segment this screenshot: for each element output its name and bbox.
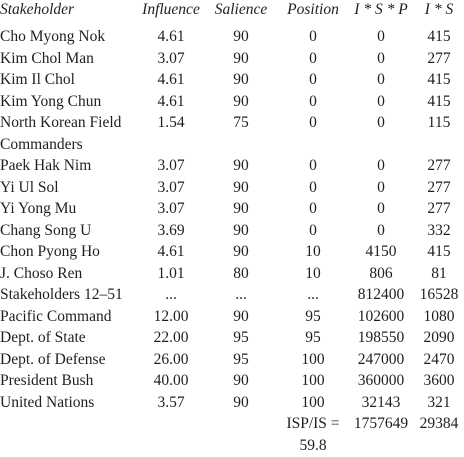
influence-cell: 3.57 bbox=[157, 393, 185, 411]
is-cell: 81 bbox=[431, 264, 447, 282]
salience-cell: 95 bbox=[233, 350, 249, 368]
stakeholder-cell: Stakeholders 12–51 bbox=[0, 286, 123, 303]
stakeholder-cell: Kim Il Chol bbox=[0, 71, 75, 88]
influence-cell: 3.69 bbox=[157, 221, 185, 239]
position-cell: 0 bbox=[309, 49, 317, 67]
position-cell: 100 bbox=[301, 350, 325, 368]
header-isp: I * S * P bbox=[354, 1, 408, 18]
position-cell: 95 bbox=[305, 329, 321, 346]
stakeholder-cell: Yi Yong Mu bbox=[0, 200, 77, 217]
stakeholder-cell: Kim Yong Chun bbox=[0, 92, 102, 110]
influence-cell: 22.00 bbox=[153, 329, 189, 346]
isp-cell: 0 bbox=[377, 92, 385, 110]
isp-cell: 4150 bbox=[365, 243, 397, 260]
position-cell: 0 bbox=[309, 178, 317, 196]
stakeholder-cell: Chon Pyong Ho bbox=[0, 243, 100, 260]
salience-cell: 90 bbox=[233, 372, 249, 389]
is-cell: 277 bbox=[427, 49, 451, 67]
salience-cell: 80 bbox=[233, 264, 249, 282]
table-row bbox=[0, 241, 464, 263]
salience-cell: 90 bbox=[233, 28, 249, 45]
table-row bbox=[0, 177, 464, 199]
table-row bbox=[0, 69, 464, 91]
isp-cell: 102600 bbox=[357, 307, 405, 325]
is-cell: 415 bbox=[427, 243, 451, 260]
table-row bbox=[0, 220, 464, 242]
influence-cell: 26.00 bbox=[153, 350, 189, 368]
stakeholder-cell: Commanders bbox=[0, 135, 83, 153]
table-row bbox=[0, 134, 464, 156]
is-cell: 277 bbox=[427, 157, 451, 174]
is-cell: 2090 bbox=[423, 329, 455, 346]
stakeholder-cell: President Bush bbox=[0, 372, 94, 389]
position-cell: 0 bbox=[309, 71, 317, 88]
influence-cell: 4.61 bbox=[157, 28, 185, 45]
is-cell: 321 bbox=[427, 393, 451, 411]
influence-cell: 4.61 bbox=[157, 71, 185, 88]
influence-cell: ... bbox=[165, 286, 177, 303]
isp-cell: 32143 bbox=[361, 393, 401, 411]
isp-cell: 806 bbox=[369, 264, 393, 282]
position-cell: 100 bbox=[301, 393, 325, 411]
table-row bbox=[0, 306, 464, 328]
isp-cell: 0 bbox=[377, 28, 385, 45]
salience-cell: 90 bbox=[233, 393, 249, 411]
table-row bbox=[0, 26, 464, 48]
salience-cell: 90 bbox=[233, 200, 249, 217]
salience-cell: 90 bbox=[233, 307, 249, 325]
table-row bbox=[0, 263, 464, 285]
influence-cell: 1.54 bbox=[157, 114, 185, 131]
is-cell: 332 bbox=[427, 221, 451, 239]
influence-cell: 4.61 bbox=[157, 92, 185, 110]
stakeholder-cell: J. Choso Ren bbox=[0, 264, 83, 282]
table-row bbox=[0, 284, 464, 306]
influence-cell: 1.01 bbox=[157, 264, 185, 282]
influence-cell: 3.07 bbox=[157, 49, 185, 67]
table-row bbox=[0, 349, 464, 371]
table-row bbox=[0, 198, 464, 220]
header-influence: Influence bbox=[142, 1, 200, 18]
position-cell: 0 bbox=[309, 92, 317, 110]
salience-cell: ... bbox=[235, 286, 247, 303]
stakeholder-cell: North Korean Field bbox=[0, 114, 122, 131]
stakeholder-cell: Dept. of State bbox=[0, 329, 86, 346]
isp-cell: 0 bbox=[377, 200, 385, 217]
isp-cell: 0 bbox=[377, 71, 385, 88]
position-cell: 0 bbox=[309, 114, 317, 131]
isp-cell: 0 bbox=[377, 49, 385, 67]
isp-cell: 812400 bbox=[357, 286, 405, 303]
salience-cell: 90 bbox=[233, 71, 249, 88]
is-cell: 1080 bbox=[423, 307, 455, 325]
position-cell: 0 bbox=[309, 200, 317, 217]
table-header bbox=[0, 0, 464, 21]
isp-cell: 247000 bbox=[357, 350, 405, 368]
influence-cell: 3.07 bbox=[157, 178, 185, 196]
table-row bbox=[0, 91, 464, 113]
stakeholder-cell: United Nations bbox=[0, 393, 95, 411]
table-row bbox=[0, 370, 464, 392]
influence-cell: 3.07 bbox=[157, 200, 185, 217]
is-cell: 115 bbox=[427, 114, 451, 131]
position-cell: ISP/IS = bbox=[286, 415, 340, 432]
table-row bbox=[0, 112, 464, 134]
is-cell: 415 bbox=[427, 28, 451, 45]
table-row bbox=[0, 392, 464, 414]
table-row bbox=[0, 155, 464, 177]
isp-cell: 0 bbox=[377, 157, 385, 174]
salience-cell: 90 bbox=[233, 178, 249, 196]
position-cell: 0 bbox=[309, 157, 317, 174]
salience-cell: 90 bbox=[233, 157, 249, 174]
salience-cell: 90 bbox=[233, 49, 249, 67]
position-cell: 59.8 bbox=[299, 436, 327, 454]
stakeholder-cell: Kim Chol Man bbox=[0, 49, 94, 67]
position-cell: 10 bbox=[305, 264, 321, 282]
header-salience: Salience bbox=[214, 1, 268, 18]
header-stakeholder: Stakeholder bbox=[0, 1, 75, 18]
salience-cell: 90 bbox=[233, 243, 249, 260]
is-cell: 29384 bbox=[419, 415, 459, 432]
isp-cell: 0 bbox=[377, 178, 385, 196]
table-row bbox=[0, 435, 464, 457]
stakeholder-cell: Pacific Command bbox=[0, 307, 112, 325]
salience-cell: 75 bbox=[233, 114, 249, 131]
position-cell: 100 bbox=[301, 372, 325, 389]
isp-cell: 1757649 bbox=[353, 415, 409, 432]
is-cell: 415 bbox=[427, 71, 451, 88]
header-position: Position bbox=[287, 1, 339, 18]
is-cell: 277 bbox=[427, 200, 451, 217]
stakeholder-cell: Dept. of Defense bbox=[0, 350, 106, 368]
isp-cell: 0 bbox=[377, 114, 385, 131]
salience-cell: 90 bbox=[233, 92, 249, 110]
influence-cell: 3.07 bbox=[157, 157, 185, 174]
is-cell: 16528 bbox=[419, 286, 459, 303]
isp-cell: 198550 bbox=[357, 329, 405, 346]
is-cell: 3600 bbox=[423, 372, 455, 389]
influence-cell: 4.61 bbox=[157, 243, 185, 260]
header-is: I * S bbox=[424, 1, 454, 18]
isp-cell: 0 bbox=[377, 221, 385, 239]
is-cell: 415 bbox=[427, 92, 451, 110]
stakeholder-cell: Cho Myong Nok bbox=[0, 28, 106, 45]
stakeholder-cell: Paek Hak Nim bbox=[0, 157, 92, 174]
influence-cell: 12.00 bbox=[153, 307, 189, 325]
salience-cell: 95 bbox=[233, 329, 249, 346]
stakeholder-cell: Yi Ul Sol bbox=[0, 178, 59, 196]
salience-cell: 90 bbox=[233, 221, 249, 239]
table-row bbox=[0, 413, 464, 435]
table-row bbox=[0, 48, 464, 70]
position-cell: 95 bbox=[305, 307, 321, 325]
position-cell: ... bbox=[307, 286, 319, 303]
is-cell: 277 bbox=[427, 178, 451, 196]
position-cell: 0 bbox=[309, 28, 317, 45]
isp-cell: 360000 bbox=[357, 372, 405, 389]
is-cell: 2470 bbox=[423, 350, 455, 368]
stakeholder-cell: Chang Song U bbox=[0, 221, 92, 239]
position-cell: 0 bbox=[309, 221, 317, 239]
position-cell: 10 bbox=[305, 243, 321, 260]
table-row bbox=[0, 327, 464, 349]
influence-cell: 40.00 bbox=[153, 372, 189, 389]
